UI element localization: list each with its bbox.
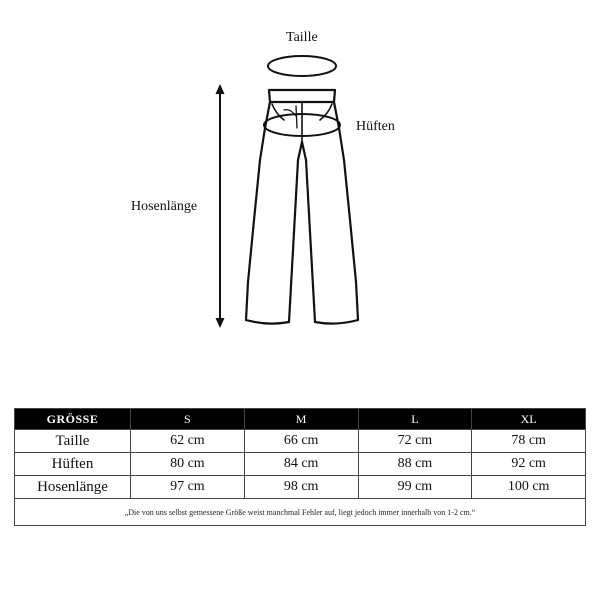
table-cell: 72 cm [358,430,472,453]
hips-label: Hüften [356,119,395,134]
row-label: Taille [15,430,131,453]
length-arrow [216,84,225,328]
table-cell: 92 cm [472,453,586,476]
header-size-xl: XL [472,409,586,430]
size-table-body [15,430,586,526]
table-cell: 97 cm [131,476,245,499]
row-label: Hüften [15,453,131,476]
table-cell: 100 cm [472,476,586,499]
table-cell: 88 cm [358,453,472,476]
header-size-s: S [131,409,245,430]
waist-label: Taille [286,30,318,45]
table-row-length [15,476,586,499]
header-size-label: GRÖSSE [15,409,131,430]
table-cell: 98 cm [244,476,358,499]
row-label: Hosenlänge [15,476,131,499]
table-cell: 80 cm [131,453,245,476]
table-row-waist [15,430,586,453]
table-cell: 66 cm [244,430,358,453]
size-chart-table [14,408,586,526]
table-cell: 62 cm [131,430,245,453]
header-size-l: L [358,409,472,430]
measurement-note: „Die von uns selbst gemessene Größe weist manchmal Fehler auf, liegt jedoch immer innerhalb von 1-2 cm.“ [15,499,586,526]
length-label: Hosenlänge [131,199,198,214]
header-size-m: M [244,409,358,430]
table-row-note [15,499,586,526]
waist-ellipse [268,56,336,76]
size-table-header [15,409,586,430]
header-row [15,409,586,430]
table-cell: 99 cm [358,476,472,499]
table-cell: 78 cm [472,430,586,453]
table-row-hips [15,453,586,476]
table-cell: 84 cm [244,453,358,476]
pants-outline [246,90,358,324]
